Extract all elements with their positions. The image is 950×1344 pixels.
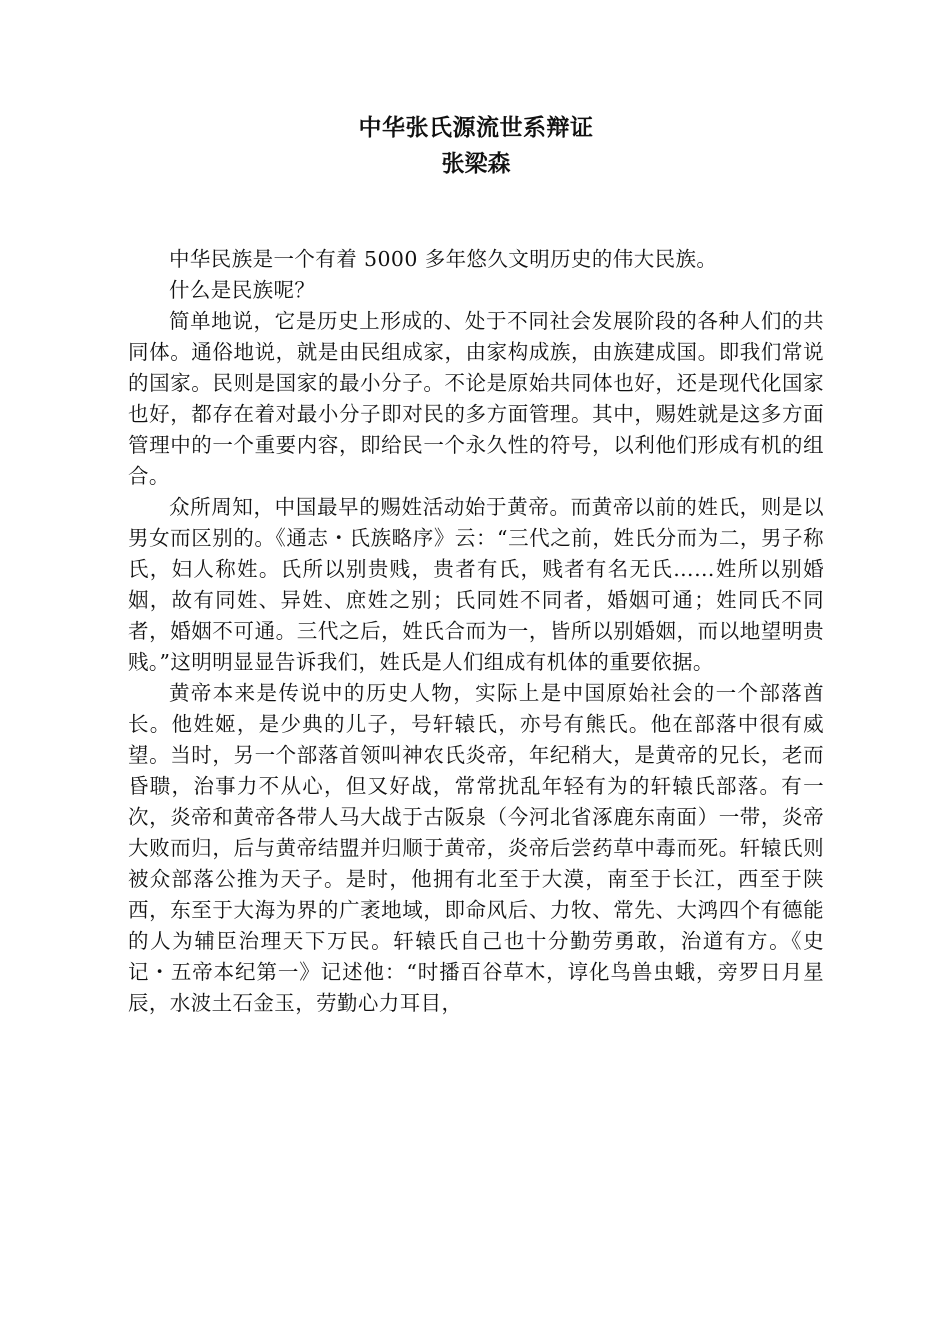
paragraph: 黄帝本来是传说中的历史人物，实际上是中国原始社会的一个部落酋长。他姓姬，是少典的儿子，号轩辕氏，亦号有熊氏。他在部落中很有威望。当时，另一个部落首领叫神农氏炎帝，年纪稍大，是黄帝的兄长，老而昏聩，治事力不从心，但又好战，常常扰乱年轻有为的轩辕氏部落。有一次，炎帝和黄帝各带人马大战于古阪泉（今河北省涿鹿东南面）一带，炎帝大败而归，后与黄帝结盟并归顺于黄帝，炎帝后尝药草中毒而死。轩辕氏则被众部落公推为天子。是时，他拥有北至于大漠，南至于长江，西至于陕西，东至于大海为界的广袤地域，即命风后、力牧、常先、大鸿四个有德能的人为辅臣治理天下万民。轩辕氏自己也十分勤劳勇敢，治道有方。《史记・五帝本纪第一》记述他：“时播百谷草木，谆化鸟兽虫蛾，旁罗日月星辰，水波土石金玉，劳勤心力耳目，: [128, 681, 824, 1015]
paragraph: 什么是民族呢？: [169, 278, 316, 302]
paragraph: 简单地说，它是历史上形成的、处于不同社会发展阶段的各种人们的共同体。通俗地说，就是由民组成家，由家构成族，由族建成国。即我们常说的国家。民则是国家的最小分子。不论是原始共同体也好，还是现代化国家也好，都存在着对最小分子即对民的多方面管理。其中，赐姓就是这多方面管理中的一个重要内容，即给民一个永久性的符号，以利他们形成有机的组合。: [128, 309, 824, 488]
paragraph: 众所周知，中国最早的赐姓活动始于黄帝。而黄帝以前的姓氏，则是以男女而区别的。《通志・氏族略序》云：“三代之前，姓氏分而为二，男子称氏，妇人称姓。氏所以别贵贱，贵者有氏，贱者有名无氏……姓所以别婚姻，故有同姓、异姓、庶姓之别；氏同姓不同者，婚姻可通；姓同氏不同者，婚姻不可通。三代之后，姓氏合而为一，皆所以别婚姻，而以地望明贵贱。”这明明显显告诉我们，姓氏是人们组成有机体的重要依据。: [128, 495, 824, 674]
document-author: 张梁森: [441, 150, 511, 177]
document-body: [128, 244, 824, 1019]
paragraph: 中华民族是一个有着 5000 多年悠久文明历史的伟大民族。: [169, 247, 718, 271]
document-title: 中华张氏源流世系辩证: [358, 114, 594, 141]
document-page: [128, 110, 824, 1019]
